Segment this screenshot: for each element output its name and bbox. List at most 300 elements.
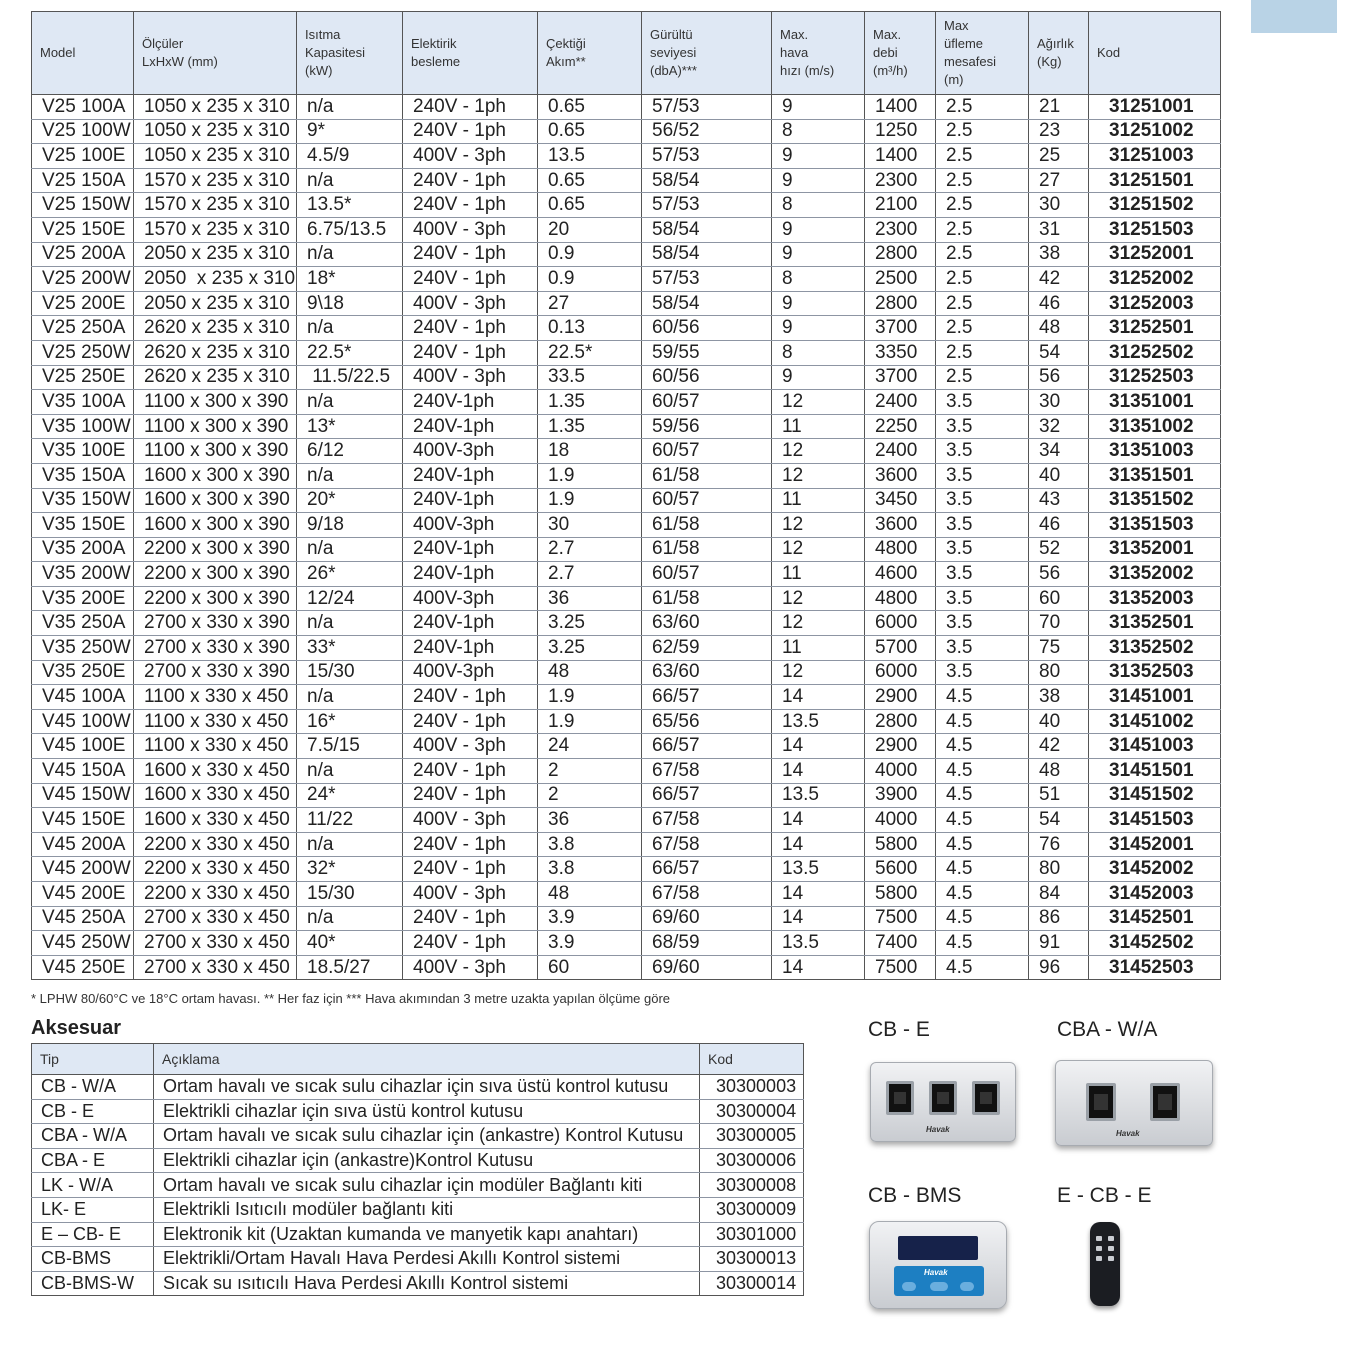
cba-wa-label: CBA - W/A xyxy=(1057,1018,1158,1041)
table-cell: 2620 x 235 x 310 xyxy=(134,316,297,341)
table-cell: 2.5 xyxy=(936,168,1029,193)
table-cell: 42 xyxy=(1029,267,1089,292)
table-cell: 0.65 xyxy=(538,168,642,193)
table-cell: 25 xyxy=(1029,144,1089,169)
table-cell: 65/56 xyxy=(642,709,772,734)
table-cell: 2100 xyxy=(865,193,936,218)
table-cell: 2400 xyxy=(865,439,936,464)
type-cell: CB-BMS xyxy=(32,1247,154,1272)
code-cell: 31252001 xyxy=(1089,242,1221,267)
table-cell: 3.5 xyxy=(936,390,1029,415)
cb-bms-label: CB - BMS xyxy=(868,1184,962,1207)
brand-logo: Havak xyxy=(1116,1129,1140,1138)
table-row xyxy=(32,242,1221,267)
table-cell: 2700 x 330 x 450 xyxy=(134,931,297,956)
table-cell: 75 xyxy=(1029,636,1089,661)
table-cell: 16* xyxy=(297,709,403,734)
table-cell: 31 xyxy=(1029,217,1089,242)
table-cell: 14 xyxy=(772,759,865,784)
table-cell: 58/54 xyxy=(642,168,772,193)
table-cell: 15/30 xyxy=(297,882,403,907)
code-cell: 31351502 xyxy=(1089,488,1221,513)
table-cell: 9 xyxy=(772,168,865,193)
table-cell: 3.5 xyxy=(936,562,1029,587)
code-cell: 31351002 xyxy=(1089,414,1221,439)
table-cell: 2700 x 330 x 390 xyxy=(134,611,297,636)
table-row xyxy=(32,414,1221,439)
table-cell: 9/18 xyxy=(297,513,403,538)
model-cell: V35 250E xyxy=(32,660,134,685)
table-cell: 80 xyxy=(1029,660,1089,685)
table-cell: 60/57 xyxy=(642,439,772,464)
table-cell: 240V - 1ph xyxy=(403,119,538,144)
table-cell: 14 xyxy=(772,882,865,907)
table-row xyxy=(32,439,1221,464)
table-cell: n/a xyxy=(297,95,403,120)
table-row xyxy=(32,144,1221,169)
table-cell: 1.9 xyxy=(538,463,642,488)
model-cell: V35 150E xyxy=(32,513,134,538)
table-cell: 48 xyxy=(1029,316,1089,341)
table-cell: n/a xyxy=(297,759,403,784)
table-cell: 240V - 1ph xyxy=(403,340,538,365)
code-cell: 30300005 xyxy=(700,1124,804,1149)
code-cell: 31351501 xyxy=(1089,463,1221,488)
table-cell: 13.5 xyxy=(772,857,865,882)
table-row xyxy=(32,808,1221,833)
table-cell: 240V - 1ph xyxy=(403,783,538,808)
table-cell: 240V-1ph xyxy=(403,414,538,439)
table-cell: 400V - 3ph xyxy=(403,955,538,980)
table-cell: 48 xyxy=(538,660,642,685)
accessories-table xyxy=(31,1043,804,1296)
table-cell: 8 xyxy=(772,267,865,292)
table-cell: 5700 xyxy=(865,636,936,661)
table-cell: 2.5 xyxy=(936,217,1029,242)
table-cell: 38 xyxy=(1029,242,1089,267)
button-icon xyxy=(902,1282,916,1291)
model-cell: V45 200E xyxy=(32,882,134,907)
table-cell: 2800 xyxy=(865,291,936,316)
column-header: Elektirik besleme xyxy=(403,12,538,95)
table-cell: 2.5 xyxy=(936,365,1029,390)
table-cell: 56 xyxy=(1029,365,1089,390)
table-cell: 2.5 xyxy=(936,267,1029,292)
table-cell: 60/56 xyxy=(642,365,772,390)
table-row xyxy=(32,340,1221,365)
table-cell: 14 xyxy=(772,955,865,980)
table-cell: 13.5 xyxy=(538,144,642,169)
model-cell: V25 250W xyxy=(32,340,134,365)
table-cell: 9 xyxy=(772,95,865,120)
model-cell: V25 200W xyxy=(32,267,134,292)
table-cell: 1100 x 300 x 390 xyxy=(134,439,297,464)
table-cell: 60/57 xyxy=(642,562,772,587)
table-cell: 1050 x 235 x 310 xyxy=(134,144,297,169)
table-cell: 3.5 xyxy=(936,660,1029,685)
table-cell: 2200 x 300 x 390 xyxy=(134,537,297,562)
column-header: Model xyxy=(32,12,134,95)
code-cell: 30300013 xyxy=(700,1247,804,1272)
description-cell: Ortam havalı ve sıcak sulu cihazlar için modüler Bağlantı kiti xyxy=(154,1173,700,1198)
type-cell: E – CB- E xyxy=(32,1222,154,1247)
table-cell: 9 xyxy=(772,217,865,242)
table-cell: 1250 xyxy=(865,119,936,144)
table-cell: 2500 xyxy=(865,267,936,292)
table-cell: 12 xyxy=(772,390,865,415)
table-cell: 8 xyxy=(772,340,865,365)
table-cell: 3.8 xyxy=(538,857,642,882)
switch-icon xyxy=(972,1081,1000,1115)
table-cell: 42 xyxy=(1029,734,1089,759)
table-cell: 43 xyxy=(1029,488,1089,513)
model-cell: V25 250E xyxy=(32,365,134,390)
table-cell: 46 xyxy=(1029,291,1089,316)
description-cell: Elektrikli cihazlar için (ankastre)Kontrol Kutusu xyxy=(154,1148,700,1173)
footnote: * LPHW 80/60°C ve 18°C ortam havası. ** Her faz için *** Hava akımından 3 metre uzakta yapılan ölçüme göre xyxy=(31,991,671,1006)
table-cell: 2.5 xyxy=(936,242,1029,267)
table-cell: 60 xyxy=(538,955,642,980)
table-cell: 24* xyxy=(297,783,403,808)
table-cell: 3.25 xyxy=(538,636,642,661)
model-cell: V25 150W xyxy=(32,193,134,218)
table-cell: 2300 xyxy=(865,168,936,193)
cba-wa-control-box-image xyxy=(1055,1060,1213,1146)
code-cell: 31451001 xyxy=(1089,685,1221,710)
table-cell: 22.5* xyxy=(297,340,403,365)
table-row xyxy=(32,1173,804,1198)
table-cell: 4.5 xyxy=(936,955,1029,980)
code-cell: 31452001 xyxy=(1089,832,1221,857)
table-cell: 40* xyxy=(297,931,403,956)
table-cell: 2.7 xyxy=(538,537,642,562)
table-cell: 52 xyxy=(1029,537,1089,562)
table-cell: 400V - 3ph xyxy=(403,734,538,759)
table-cell: 240V-1ph xyxy=(403,463,538,488)
table-cell: 32 xyxy=(1029,414,1089,439)
code-cell: 30300003 xyxy=(700,1075,804,1100)
code-cell: 31252003 xyxy=(1089,291,1221,316)
table-cell: 13.5* xyxy=(297,193,403,218)
cb-e-control-box-image xyxy=(870,1062,1016,1142)
brand-logo: Havak xyxy=(924,1268,948,1277)
table-cell: 400V-3ph xyxy=(403,439,538,464)
table-cell: 30 xyxy=(538,513,642,538)
table-row xyxy=(32,685,1221,710)
code-cell: 30301000 xyxy=(700,1222,804,1247)
table-cell: 33.5 xyxy=(538,365,642,390)
table-cell: 9\18 xyxy=(297,291,403,316)
table-cell: 4.5/9 xyxy=(297,144,403,169)
type-cell: LK - W/A xyxy=(32,1173,154,1198)
table-row xyxy=(32,660,1221,685)
table-cell: n/a xyxy=(297,316,403,341)
column-header: Ağırlık (Kg) xyxy=(1029,12,1089,95)
table-cell: 4800 xyxy=(865,537,936,562)
table-cell: 67/58 xyxy=(642,808,772,833)
code-cell: 31451002 xyxy=(1089,709,1221,734)
table-cell: 67/58 xyxy=(642,832,772,857)
table-cell: 400V-3ph xyxy=(403,586,538,611)
table-cell: 57/53 xyxy=(642,193,772,218)
table-cell: 12 xyxy=(772,513,865,538)
model-cell: V45 250E xyxy=(32,955,134,980)
table-cell: 400V - 3ph xyxy=(403,217,538,242)
table-cell: 6.75/13.5 xyxy=(297,217,403,242)
code-cell: 30300008 xyxy=(700,1173,804,1198)
table-cell: 60/57 xyxy=(642,390,772,415)
table-row xyxy=(32,955,1221,980)
table-cell: 240V-1ph xyxy=(403,537,538,562)
table-cell: 0.9 xyxy=(538,267,642,292)
table-cell: 54 xyxy=(1029,340,1089,365)
table-cell: 2620 x 235 x 310 xyxy=(134,365,297,390)
table-cell: 240V - 1ph xyxy=(403,759,538,784)
model-cell: V25 100E xyxy=(32,144,134,169)
table-row xyxy=(32,1148,804,1173)
table-cell: 48 xyxy=(1029,759,1089,784)
table-cell: 58/54 xyxy=(642,291,772,316)
table-cell: 1600 x 330 x 450 xyxy=(134,783,297,808)
table-cell: 240V-1ph xyxy=(403,611,538,636)
table-row xyxy=(32,586,1221,611)
type-cell: CB-BMS-W xyxy=(32,1271,154,1296)
model-cell: V45 100E xyxy=(32,734,134,759)
table-cell: 11 xyxy=(772,414,865,439)
table-cell: 7.5/15 xyxy=(297,734,403,759)
table-cell: 2200 x 300 x 390 xyxy=(134,586,297,611)
code-cell: 31251002 xyxy=(1089,119,1221,144)
table-cell: 1.35 xyxy=(538,390,642,415)
spec-header-row xyxy=(32,12,1221,95)
table-cell: 40 xyxy=(1029,709,1089,734)
product-spec-table xyxy=(31,11,1221,980)
table-cell: 59/55 xyxy=(642,340,772,365)
table-cell: 2900 xyxy=(865,685,936,710)
table-cell: 3.5 xyxy=(936,463,1029,488)
table-cell: 1570 x 235 x 310 xyxy=(134,193,297,218)
table-cell: 400V - 3ph xyxy=(403,291,538,316)
table-cell: 240V - 1ph xyxy=(403,267,538,292)
table-cell: 400V-3ph xyxy=(403,660,538,685)
table-row xyxy=(32,611,1221,636)
table-cell: 3.25 xyxy=(538,611,642,636)
table-cell: 2700 x 330 x 390 xyxy=(134,636,297,661)
table-cell: 1100 x 330 x 450 xyxy=(134,685,297,710)
table-row xyxy=(32,1197,804,1222)
accessories-table-body xyxy=(32,1075,804,1296)
accessories-header-row xyxy=(32,1044,804,1075)
table-cell: 63/60 xyxy=(642,660,772,685)
remote-control-image xyxy=(1090,1222,1120,1306)
table-cell: 4.5 xyxy=(936,832,1029,857)
model-cell: V45 250A xyxy=(32,906,134,931)
code-cell: 31351001 xyxy=(1089,390,1221,415)
table-cell: 7500 xyxy=(865,906,936,931)
column-header: Tip xyxy=(32,1044,154,1075)
remote-button-icon xyxy=(1108,1246,1114,1251)
table-cell: 2.5 xyxy=(936,316,1029,341)
table-row xyxy=(32,882,1221,907)
table-cell: 59/56 xyxy=(642,414,772,439)
table-row xyxy=(32,931,1221,956)
switch-icon xyxy=(1086,1083,1116,1121)
table-cell: 3900 xyxy=(865,783,936,808)
type-cell: LK- E xyxy=(32,1197,154,1222)
table-cell: 61/58 xyxy=(642,463,772,488)
table-cell: 3600 xyxy=(865,463,936,488)
code-cell: 31251003 xyxy=(1089,144,1221,169)
switch-icon xyxy=(886,1081,914,1115)
code-cell: 31451501 xyxy=(1089,759,1221,784)
table-cell: 9 xyxy=(772,242,865,267)
table-row xyxy=(32,1271,804,1296)
model-cell: V35 100E xyxy=(32,439,134,464)
code-cell: 31351003 xyxy=(1089,439,1221,464)
table-cell: 240V - 1ph xyxy=(403,906,538,931)
table-cell: 12 xyxy=(772,660,865,685)
table-cell: 3.5 xyxy=(936,513,1029,538)
table-cell: 60 xyxy=(1029,586,1089,611)
table-cell: 0.13 xyxy=(538,316,642,341)
table-cell: 3.5 xyxy=(936,611,1029,636)
table-cell: 13.5 xyxy=(772,709,865,734)
table-cell: 4.5 xyxy=(936,906,1029,931)
table-cell: 9 xyxy=(772,316,865,341)
model-cell: V45 100A xyxy=(32,685,134,710)
model-cell: V45 200W xyxy=(32,857,134,882)
code-cell: 31352501 xyxy=(1089,611,1221,636)
button-icon xyxy=(930,1282,948,1291)
table-row xyxy=(32,365,1221,390)
table-row xyxy=(32,291,1221,316)
table-cell: 3450 xyxy=(865,488,936,513)
model-cell: V25 100W xyxy=(32,119,134,144)
e-cb-e-label: E - CB - E xyxy=(1057,1184,1152,1207)
type-cell: CB - E xyxy=(32,1099,154,1124)
table-cell: 2.5 xyxy=(936,291,1029,316)
model-cell: V35 250W xyxy=(32,636,134,661)
table-cell: 1100 x 330 x 450 xyxy=(134,709,297,734)
table-row xyxy=(32,119,1221,144)
column-header: Max üfleme mesafesi (m) xyxy=(936,12,1029,95)
code-cell: 31251502 xyxy=(1089,193,1221,218)
table-cell: 2250 xyxy=(865,414,936,439)
table-cell: 240V-1ph xyxy=(403,636,538,661)
table-cell: 24 xyxy=(538,734,642,759)
table-cell: 0.65 xyxy=(538,193,642,218)
model-cell: V45 150A xyxy=(32,759,134,784)
column-header: Isıtma Kapasitesi (kW) xyxy=(297,12,403,95)
table-cell: 240V-1ph xyxy=(403,390,538,415)
table-cell: 11/22 xyxy=(297,808,403,833)
table-cell: 57/53 xyxy=(642,95,772,120)
type-cell: CBA - E xyxy=(32,1148,154,1173)
table-row xyxy=(32,1247,804,1272)
table-cell: 36 xyxy=(538,808,642,833)
table-cell: 69/60 xyxy=(642,906,772,931)
switch-icon xyxy=(1150,1083,1180,1121)
table-cell: 46 xyxy=(1029,513,1089,538)
table-cell: 1.9 xyxy=(538,488,642,513)
table-cell: 2200 x 330 x 450 xyxy=(134,832,297,857)
table-cell: 9 xyxy=(772,144,865,169)
table-cell: 3.5 xyxy=(936,414,1029,439)
table-cell: 20* xyxy=(297,488,403,513)
table-cell: 2 xyxy=(538,759,642,784)
table-row xyxy=(32,734,1221,759)
table-cell: 1570 x 235 x 310 xyxy=(134,168,297,193)
table-cell: 2700 x 330 x 450 xyxy=(134,906,297,931)
type-cell: CB - W/A xyxy=(32,1075,154,1100)
description-cell: Ortam havalı ve sıcak sulu cihazlar için (ankastre) Kontrol Kutusu xyxy=(154,1124,700,1149)
model-cell: V25 150A xyxy=(32,168,134,193)
table-cell: 2.5 xyxy=(936,95,1029,120)
code-cell: 30300014 xyxy=(700,1271,804,1296)
model-cell: V25 100A xyxy=(32,95,134,120)
table-cell: 3.5 xyxy=(936,586,1029,611)
table-cell: 4.5 xyxy=(936,759,1029,784)
model-cell: V45 100W xyxy=(32,709,134,734)
table-cell: 36 xyxy=(538,586,642,611)
table-cell: 3350 xyxy=(865,340,936,365)
table-row xyxy=(32,537,1221,562)
code-cell: 31451503 xyxy=(1089,808,1221,833)
table-cell: 5800 xyxy=(865,882,936,907)
table-cell: 4.5 xyxy=(936,931,1029,956)
code-cell: 31252502 xyxy=(1089,340,1221,365)
remote-button-icon xyxy=(1096,1246,1102,1251)
table-cell: 1050 x 235 x 310 xyxy=(134,119,297,144)
table-cell: 4000 xyxy=(865,808,936,833)
remote-button-icon xyxy=(1096,1236,1102,1241)
table-cell: 4.5 xyxy=(936,734,1029,759)
spec-table-body xyxy=(32,95,1221,980)
code-cell: 30300009 xyxy=(700,1197,804,1222)
table-cell: 2200 x 330 x 450 xyxy=(134,857,297,882)
code-cell: 31451003 xyxy=(1089,734,1221,759)
table-cell: 84 xyxy=(1029,882,1089,907)
table-cell: 5800 xyxy=(865,832,936,857)
table-row xyxy=(32,759,1221,784)
remote-button-icon xyxy=(1108,1256,1114,1261)
code-cell: 30300006 xyxy=(700,1148,804,1173)
table-cell: 1400 xyxy=(865,144,936,169)
table-cell: 3.5 xyxy=(936,636,1029,661)
remote-button-icon xyxy=(1096,1256,1102,1261)
table-cell: 14 xyxy=(772,685,865,710)
table-cell: 26* xyxy=(297,562,403,587)
table-cell: n/a xyxy=(297,463,403,488)
table-cell: 2050 x 235 x 310 xyxy=(134,242,297,267)
table-cell: 66/57 xyxy=(642,734,772,759)
table-cell: 11 xyxy=(772,636,865,661)
table-cell: 68/59 xyxy=(642,931,772,956)
code-cell: 31452501 xyxy=(1089,906,1221,931)
table-cell: 60/57 xyxy=(642,488,772,513)
table-cell: 14 xyxy=(772,734,865,759)
table-cell: 5600 xyxy=(865,857,936,882)
table-cell: 27 xyxy=(1029,168,1089,193)
table-cell: n/a xyxy=(297,906,403,931)
corner-tab xyxy=(1251,0,1337,33)
table-cell: 2.7 xyxy=(538,562,642,587)
table-cell: 27 xyxy=(538,291,642,316)
table-cell: 3.5 xyxy=(936,488,1029,513)
keypad xyxy=(894,1266,984,1296)
table-cell: 1600 x 330 x 450 xyxy=(134,759,297,784)
table-cell: 9 xyxy=(772,365,865,390)
